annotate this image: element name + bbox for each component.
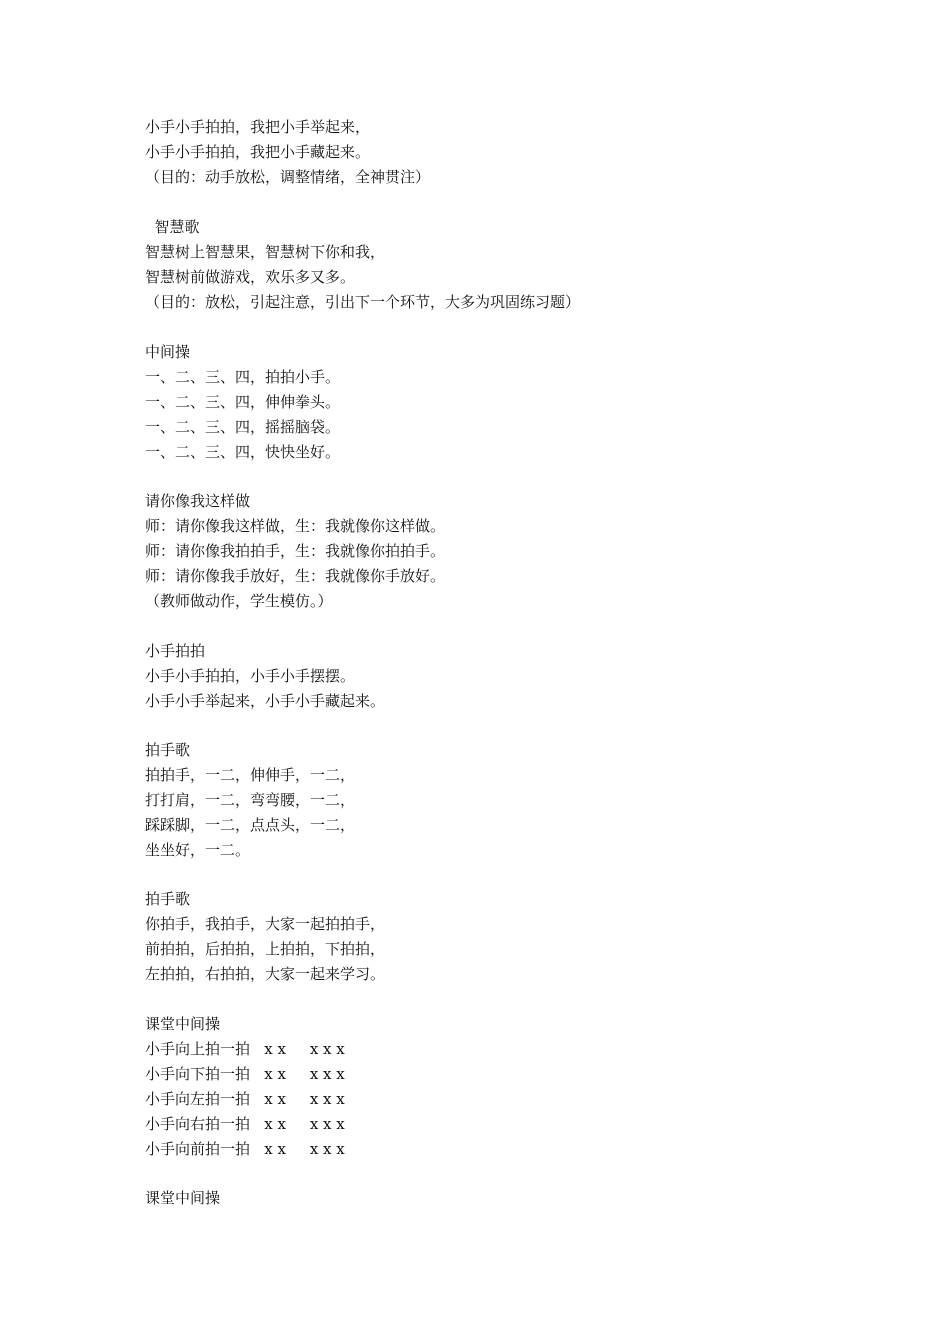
text-line: 打打肩，一二，弯弯腰，一二， [145, 791, 356, 809]
section-heading: 课堂中间操 [145, 1189, 221, 1207]
text-line: 一、二、三、四，摇摇脑袋。 [145, 418, 341, 436]
text-line: 小手小手拍拍，小手小手摆摆。 [145, 667, 356, 685]
text-line: 小手向右拍一拍 x x x x x [145, 1115, 345, 1133]
section-heading: 课堂中间操 [145, 1015, 221, 1033]
text-line: 智慧树前做游戏，欢乐多又多。 [145, 268, 356, 286]
text-line: 拍拍手，一二，伸伸手，一二， [145, 766, 356, 784]
text-line: 坐坐好，一二。 [145, 841, 251, 859]
text-line: 师：请你像我手放好，生：我就像你手放好。 [145, 567, 446, 585]
section-heading: 拍手歌 [145, 741, 191, 759]
text-line: 小手小手举起来，小手小手藏起来。 [145, 692, 386, 710]
text-line: （目的：放松，引起注意，引出下一个环节，大多为巩固练习题） [145, 293, 581, 311]
text-line: （教师做动作，学生模仿。） [145, 592, 333, 610]
text-line: 小手向上拍一拍 x x x x x [145, 1040, 345, 1058]
section-heading: 智慧歌 [145, 218, 200, 236]
text-line: 左拍拍，右拍拍，大家一起来学习。 [145, 965, 386, 983]
text-line: 小手向下拍一拍 x x x x x [145, 1065, 345, 1083]
text-line: 小手向前拍一拍 x x x x x [145, 1140, 345, 1158]
text-line: 小手小手拍拍，我把小手举起来， [145, 118, 371, 136]
text-line: 前拍拍，后拍拍，上拍拍，下拍拍， [145, 940, 386, 958]
text-line: 你拍手，我拍手，大家一起拍拍手， [145, 915, 386, 933]
text-line: 师：请你像我这样做，生：我就像你这样做。 [145, 517, 446, 535]
text-line: 一、二、三、四，快快坐好。 [145, 443, 341, 461]
text-line: （目的：动手放松，调整情绪，全神贯注） [145, 168, 431, 186]
text-line: 一、二、三、四，拍拍小手。 [145, 368, 341, 386]
section-heading: 中间操 [145, 343, 191, 361]
text-line: 小手向左拍一拍 x x x x x [145, 1090, 345, 1108]
section-heading: 小手拍拍 [145, 642, 206, 660]
section-heading: 请你像我这样做 [145, 492, 251, 510]
text-line: 智慧树上智慧果，智慧树下你和我， [145, 243, 386, 261]
text-line: 小手小手拍拍，我把小手藏起来。 [145, 143, 371, 161]
text-line: 师：请你像我拍拍手，生：我就像你拍拍手。 [145, 542, 446, 560]
text-line: 踩踩脚，一二，点点头，一二， [145, 816, 356, 834]
text-line: 一、二、三、四，伸伸拳头。 [145, 393, 341, 411]
section-heading: 拍手歌 [145, 890, 191, 908]
